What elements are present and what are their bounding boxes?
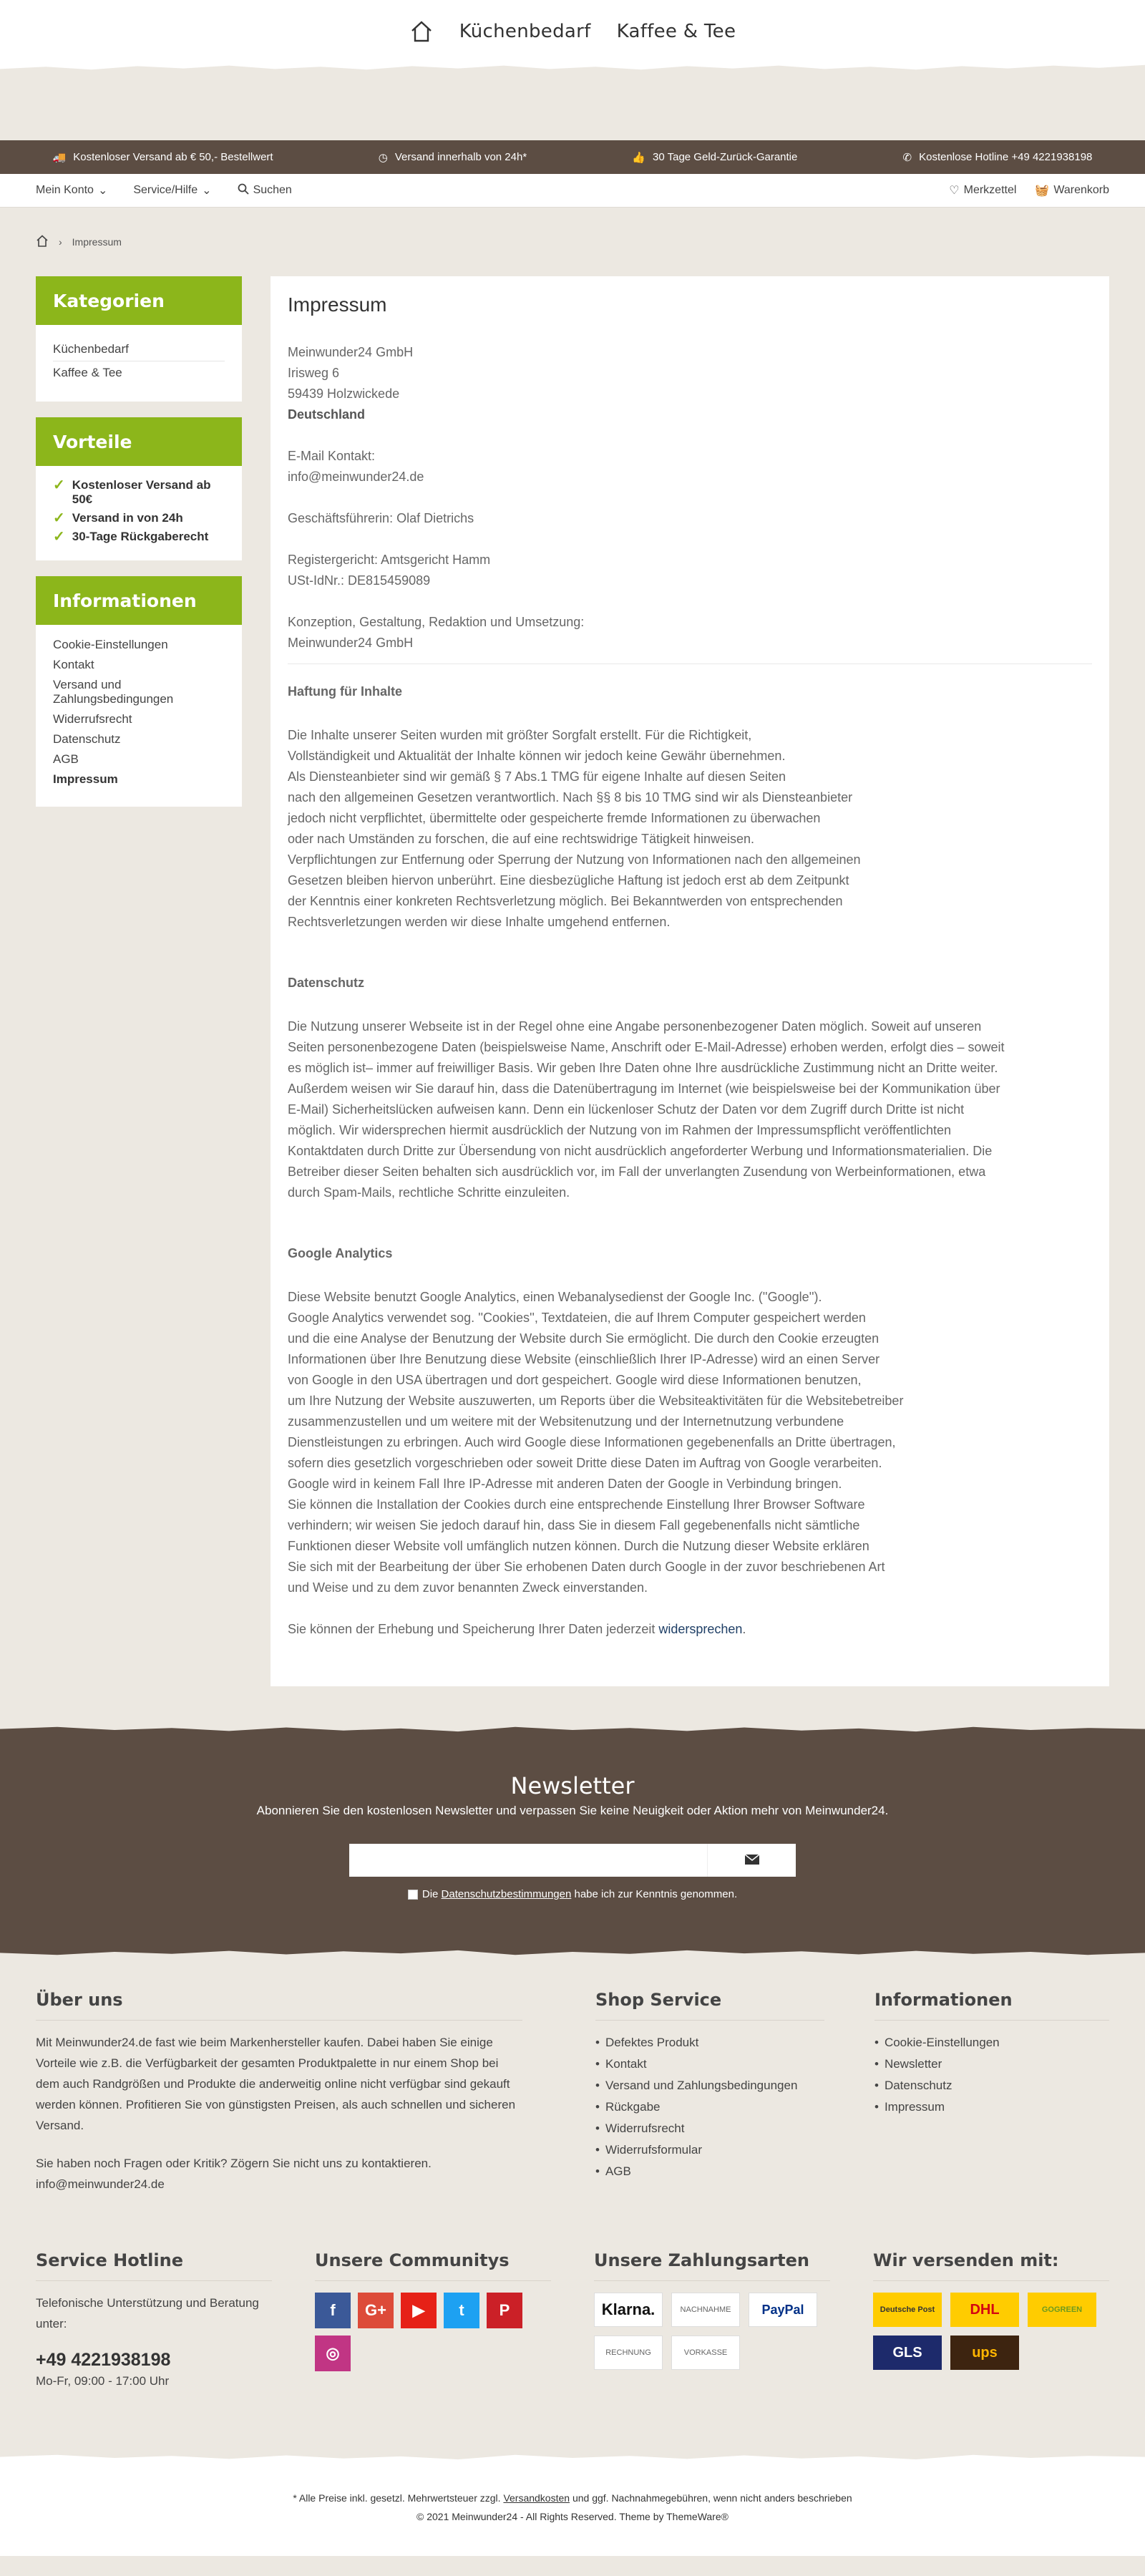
shipping-heading: Wir versenden mit: [873,2250,1109,2281]
chevron-down-icon: ⌄ [97,185,108,197]
twitter-icon[interactable]: t [444,2293,479,2328]
text-line: Sie sich mit der Bearbeitung der über Sie erhobenen Daten durch Google in der zuvor beschriebenen Art [288,1560,885,1574]
check-icon: ✓ [53,529,65,545]
text-line: Außerdem weisen wir Sie darauf hin, dass die Datenübertragung im Internet (wie beispielsweise bei der Kommunikation über [288,1082,1000,1096]
text-line: der Kenntnis einer konkreten Rechtsverletzung möglich. Bei Bekanntwerden von entsprechenden [288,894,843,908]
carrier-deutschepost-logo: Deutsche Post [873,2293,942,2327]
company-address: Meinwunder24 GmbH Irisweg 6 59439 Holzwickede Deutschland [288,345,414,422]
liability-section [288,684,1092,933]
payment-nachnahme-logo: NACHNAHME [671,2293,740,2327]
sidebar-item-kuechenbedarf[interactable]: Küchenbedarf [53,338,225,361]
newsletter-submit-button[interactable] [707,1844,796,1877]
service-menu[interactable]: Service/Hilfe ⌄ [133,184,212,197]
categories-heading: Kategorien [36,276,242,325]
footer-link[interactable]: • Cookie-Einstellungen [874,2032,1109,2053]
usp-delivery-time: ◷ Versand innerhalb von 24h* [378,151,527,164]
privacy-text [288,1016,1092,1203]
text-line: nach den allgemeinen Gesetzen verantwortlich. Nach §§ 8 bis 10 TMG sind wir als Diensteanbieter [288,790,853,805]
instagram-icon[interactable]: ◎ [315,2336,351,2371]
sidebar-item-kaffee-tee[interactable]: Kaffee & Tee [53,366,122,379]
payment-heading: Unsere Zahlungsarten [594,2250,830,2281]
text-line: Funktionen dieser Website voll umfänglich nutzen können. Durch die Nutzung dieser Website erklären [288,1539,869,1553]
ceo-info: Geschäftsführerin: Olaf Dietrichs [288,511,474,525]
text-line: durch Spam-Mails, rechtliche Schritte einzuleiten. [288,1185,570,1200]
footer-link[interactable]: • AGB [595,2161,824,2182]
nav-category-kuechenbedarf[interactable]: Küchenbedarf [459,21,591,42]
footer-link[interactable]: • Datenschutz [874,2075,1109,2096]
copyright: © 2021 Meinwunder24 - All Rights Reserved. Theme by ThemeWare® [416,2511,729,2522]
text-line: möglich. Wir widersprechen hiermit ausdrücklich der Nutzung von im Rahmen der Impressumspflicht veröffentlichten [288,1123,952,1137]
footer-email[interactable]: info@meinwunder24.de [36,2177,165,2191]
footer-row-2 [36,2250,1109,2391]
text-line: es möglich ist– immer auf freiwilliger Basis. Wir geben Ihre Daten ohne Ihre ausdrückliche Zustimmung nicht an Dritte weiter. [288,1061,998,1075]
text-line: verhindern; wir weisen Sie jedoch darauf hin, dass Sie in diesem Fall gegebenenfalls nicht sämtliche [288,1518,860,1532]
email-contact: E-Mail Kontakt: info@meinwunder24.de [288,446,1092,487]
text-line: jedoch nicht verpflichtet, übermittelte oder gespeicherte fremde Informationen zu überwachen [288,811,821,825]
widersprechen-link[interactable]: widersprechen [658,1622,743,1636]
clock-icon: ◷ [378,151,388,164]
chevron-down-icon: ⌄ [202,185,212,197]
text-line: Informationen über Ihre Benutzung diese Website (einschließlich Ihrer IP-Adresse) wird an einen Server [288,1352,880,1366]
text-line: E-Mail) Sicherheitslücken aufweisen kann. Denn ein lückenloser Schutz der Daten vor dem Zugriff durch Dritte ist nicht [288,1102,965,1117]
footer-link[interactable]: • Versand und Zahlungsbedingungen [595,2075,824,2096]
footer-link[interactable]: • Defektes Produkt [595,2032,824,2053]
usp-bar [0,140,1145,174]
usp-guarantee: 👍 30 Tage Geld-Zurück-Garantie [632,151,798,164]
liability-heading: Haftung für Inhalte [288,684,402,699]
text-line: von Google in den USA übertragen und dort gespeichert. Google wird diese Informationen benutzen, [288,1373,862,1387]
pinterest-icon[interactable]: P [487,2293,522,2328]
newsletter-form [0,1844,1145,1877]
contact-email[interactable]: info@meinwunder24.de [288,470,424,484]
newsletter-email-input[interactable] [349,1844,707,1877]
home-icon[interactable] [409,19,434,44]
account-menu[interactable]: Mein Konto ⌄ [36,184,108,197]
sidebar-item-agb[interactable]: AGB [53,752,79,766]
analytics-text [288,1287,1092,1598]
footer-shipping [873,2250,1109,2391]
sidebar-item-privacy[interactable]: Datenschutz [53,732,121,746]
payment-klarna-logo: Klarna. [594,2293,663,2327]
usp-hotline: ✆ Kostenlose Hotline +49 4221938198 [902,151,1093,164]
text-line: Seiten personenbezogene Daten (beispielsweise Name, Anschrift oder E-Mail-Adresse) erhoben werden, erfolgt dies – soweit [288,1040,1005,1054]
footer-row-1 [36,1990,1109,2195]
text-line: sofern dies gesetzlich vorgeschrieben oder soweit Dritte diese Daten im Auftrag von Google verarbeiten. [288,1456,882,1470]
analytics-heading: Google Analytics [288,1246,393,1260]
shop-service-list [595,2032,824,2182]
footer [0,1948,1145,2391]
text-line: Kontaktdaten durch Dritte zur Übersendung von nicht ausdrücklich angeforderter Werbung und Informationsmaterialien. Die [288,1144,993,1158]
google-plus-icon[interactable]: G+ [358,2293,394,2328]
text-line: Gesetzen bleiben hiervon unberührt. Eine diesbezügliche Haftung ist jedoch erst ab dem Zeitpunkt [288,873,849,888]
wishlist-button[interactable]: ♡ Merkzettel [949,184,1017,197]
shipping-costs-link[interactable]: Versandkosten [503,2492,570,2504]
footer-link[interactable]: • Newsletter [874,2053,1109,2075]
benefit-item: ✓ 30-Tage Rückgaberecht [53,529,209,545]
impressum-content [271,276,1109,1686]
footer-information [874,1990,1109,2195]
text-line: Dienstleistungen zu erbringen. Auch wird Google diese Informationen gegebenenfalls an Dritte übertragen, [288,1435,896,1449]
hotline-number[interactable]: +49 4221938198 [36,2350,171,2370]
facebook-icon[interactable]: f [315,2293,351,2328]
newsletter-section [0,1734,1145,1948]
text-line: oder nach Umständen zu forschen, die auf eine rechtswidrige Tätigkeit hinweisen. [288,832,755,846]
text-line: Rechtsverletzungen werden wir diese Inhalte umgehend entfernen. [288,915,671,929]
sidebar-item-cookie-settings[interactable]: Cookie-Einstellungen [53,638,168,651]
vat-notice: * Alle Preise inkl. gesetzl. Mehrwertsteuer zzgl. Versandkosten und ggf. Nachnahmegebühren, wenn nicht anders beschrieben [293,2492,852,2504]
sidebar [36,276,242,807]
text-line: und die eine Analyse der Benutzung der Website durch Sie ermöglicht. Die durch den Cookie erzeugten [288,1331,880,1346]
text-line: Als Diensteanbieter sind wir gemäß § 7 Abs.1 TMG für eigene Inhalte auf diesen Seiten [288,769,786,784]
legal-bar [0,2461,1145,2556]
benefits-heading: Vorteile [36,417,242,466]
footer-about: Über uns Mit Meinwunder24.de fast wie beim Markenhersteller kaufen. Dabei haben Sie einige Vorteile wie z.B. die Verfügbarkeit der gesamten Produktpalette in nur einem Shop bei dem auch Randgrößen und Produkte die anderweitig online nicht verfügbar sind gekauft werden können. Profitieren Sie von günstigsten Preisen, als auch schnellen und sicheren Versand. Sie haben noch Fragen oder Kritik? Zögern Sie nicht uns zu kontaktieren. info@meinwunder24.de [36,1990,522,2195]
carrier-gls-logo: GLS [873,2336,942,2370]
newsletter-consent: Die Datenschutzbestimmungen habe ich zur Kenntnis genommen. [0,1888,1145,1900]
footer-link[interactable]: • Widerrufsrecht [595,2118,824,2139]
information-list [874,2032,1109,2118]
newsletter-subtitle: Abonnieren Sie den kostenlosen Newsletter und verpassen Sie keine Neuigkeit oder Aktion mehr von Meinwunder24. [256,1804,889,1817]
liability-text [288,725,1092,933]
check-icon: ✓ [53,477,65,493]
privacy-policy-link[interactable]: Datenschutzbestimmungen [441,1888,572,1900]
basket-icon: 🧺 [1035,185,1050,197]
payment-rechnung-logo: RECHNUNG [594,2336,663,2370]
text-line: und Weise und zu dem zuvor benannten Zweck einverstanden. [288,1580,648,1595]
footer-payment [594,2250,830,2391]
privacy-section [288,976,1092,1203]
benefits-box [36,417,242,560]
text-line: Google wird in keinem Fall Ihre IP-Adresse mit anderen Daten der Google in Verbindung bringen. [288,1477,842,1491]
home-icon[interactable] [36,235,49,249]
nav-category-kaffee-tee[interactable]: Kaffee & Tee [616,21,736,42]
analytics-section [288,1246,1092,1640]
footer-link[interactable]: • Widerrufsformular [595,2139,824,2161]
text-line: Verpflichtungen zur Entfernung oder Sperrung der Nutzung von Informationen nach den allgemeinen [288,852,861,867]
information-box [36,576,242,807]
text-line: zusammenzustellen und um weitere mit der Websitenutzung und der Internetnutzung verbundene [288,1414,844,1429]
sidebar-item-withdrawal[interactable]: Widerrufsrecht [53,712,132,726]
benefit-item: ✓ Kostenloser Versand ab 50€ [53,477,211,506]
about-heading: Über uns [36,1990,522,2021]
text-line: Google Analytics verwendet sog. ''Cookies'', Textdateien, die auf Ihrem Computer gespeichert werden [288,1311,866,1325]
text-line: Betreiber dieser Seiten behalten sich ausdrücklich vor, im Fall der unverlangten Zusendung von Werbeinformationen, etwa [288,1165,986,1179]
information-footer-heading: Informationen [874,1990,1109,2021]
footer-shop-service [595,1990,824,2195]
heart-icon: ♡ [949,185,960,197]
information-heading: Informationen [36,576,242,625]
check-icon: ✓ [53,510,65,526]
analytics-closing: Sie können der Erhebung und Speicherung Ihrer Daten jederzeit widersprechen. [288,1622,746,1636]
search-button[interactable]: Suchen [238,183,292,198]
search-icon [238,183,249,198]
shipping-carriers [873,2293,1109,2370]
carrier-gogreen-logo: GOGREEN [1028,2293,1096,2327]
usp-shipping: 🚚 Kostenloser Versand ab € 50,- Bestellwert [52,151,273,164]
text-line: Die Nutzung unserer Webseite ist in der Regel ohne eine Angabe personenbezogener Daten möglich. Soweit auf unseren [288,1019,982,1034]
content-area [0,276,1145,1686]
text-line: Sie können die Installation der Cookies durch eine entsprechende Einstellung Ihrer Browser Software [288,1497,865,1512]
site-header [0,0,1145,140]
sidebar-item-shipping-terms[interactable]: Versand und Zahlungsbedingungen [53,678,174,706]
social-links [315,2293,522,2371]
categories-box [36,276,242,402]
payment-paypal-logo: PayPal [749,2293,817,2327]
text-line: Die Inhalte unserer Seiten wurden mit größter Sorgfalt erstellt. Für die Richtigkeit, [288,728,752,742]
text-line: um Ihre Nutzung der Website auszuwerten, um Reports über die Websiteaktivitäten für die Websitebetreiber [288,1394,904,1408]
community-heading: Unsere Communitys [315,2250,551,2281]
phone-icon: ✆ [902,151,912,164]
footer-link[interactable]: • Kontakt [595,2053,824,2075]
consent-checkbox[interactable] [408,1890,418,1900]
payment-methods [594,2293,830,2370]
carrier-dhl-logo: DHL [950,2293,1019,2327]
truck-icon: 🚚 [52,151,67,164]
breadcrumb [0,208,1145,276]
carrier-ups-logo: ups [950,2336,1019,2370]
benefit-item: ✓ Versand in von 24h [53,510,183,526]
footer-hotline: Service Hotline Telefonische Unterstützung und Beratung unter: +49 4221938198 Mo-Fr, 09:00 - 17:00 Uhr [36,2250,272,2391]
category-navigation [0,0,1145,63]
sidebar-item-contact[interactable]: Kontakt [53,658,94,671]
hotline-heading: Service Hotline [36,2250,272,2281]
footer-link[interactable]: • Rückgabe [595,2096,824,2118]
shop-service-heading: Shop Service [595,1990,824,2021]
youtube-icon[interactable]: ▶ [401,2293,437,2328]
envelope-icon [745,1855,759,1867]
payment-vorkasse-logo: VORKASSE [671,2336,740,2370]
cart-button[interactable]: 🧺 Warenkorb [1035,184,1109,197]
page-title: Impressum [288,293,387,316]
thumbs-up-icon: 👍 [632,151,646,164]
breadcrumb-current[interactable]: Impressum [72,236,122,248]
footer-link[interactable]: • Impressum [874,2096,1109,2118]
concept-info: Konzeption, Gestaltung, Redaktion und Umsetzung: Meinwunder24 GmbH [288,615,585,650]
register-info: Registergericht: Amtsgericht Hamm USt-IdNr.: DE815459089 [288,553,491,588]
sidebar-item-impressum[interactable]: Impressum [53,772,118,786]
text-line: Vollständigkeit und Aktualität der Inhalte können wir jedoch keine Gewähr übernehmen. [288,749,786,763]
chevron-right-icon: › [59,236,62,248]
top-nav [0,174,1145,208]
footer-community [315,2250,551,2391]
privacy-heading: Datenschutz [288,976,365,990]
newsletter-title: Newsletter [510,1772,635,1799]
text-line: Diese Website benutzt Google Analytics, einen Webanalysedienst der Google Inc. (''Google''). [288,1290,822,1304]
